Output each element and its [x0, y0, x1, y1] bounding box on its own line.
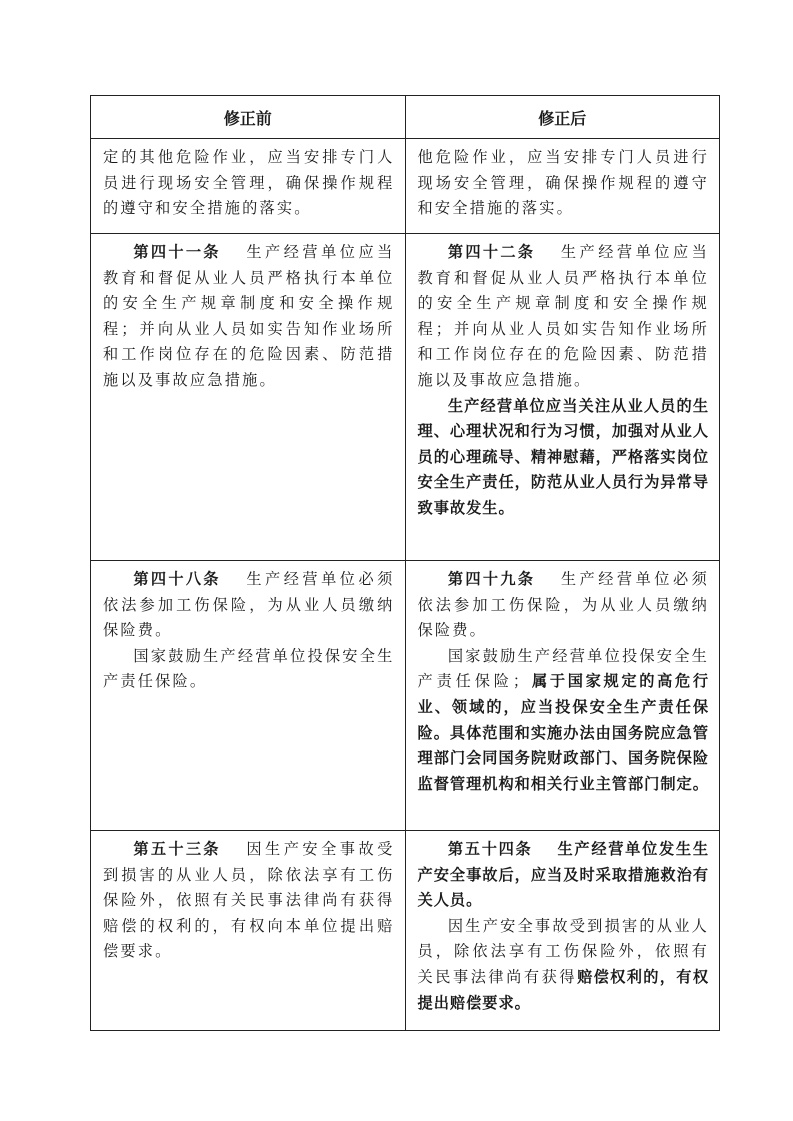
- paragraph: [103, 644, 395, 695]
- paragraph: [418, 644, 710, 798]
- paragraph-text: 生产经营单位应当教育和督促从业人员严格执行本单位的安全生产规章制度和安全操作规程；并向从业人员如实告知作业场所和工作岗位存在的危险因素、防范措施以及事故应急措施。: [417, 243, 710, 389]
- paragraph: [103, 145, 395, 222]
- paragraph: [103, 240, 395, 394]
- after-cell: [405, 139, 720, 234]
- before-cell: [91, 561, 406, 831]
- paragraph-text: 他危险作业，应当安排专门人员进行现场安全管理，确保操作规程的遵守和安全措施的落实。: [417, 148, 709, 218]
- amended-text: 赔偿权利的，有权提出赔偿要求。: [417, 967, 709, 1012]
- paragraph-text: 因生产安全事故受到损害的从业人员，除依法享有工伤保险外，依照有关民事法律尚有获得: [417, 916, 709, 986]
- article-number: 第四十二条: [447, 243, 536, 261]
- article-number: 第五十三条: [133, 840, 221, 858]
- article-number: 第四十九条: [447, 570, 536, 588]
- amended-text: 生产经营单位发生生产安全事故后，应当及时采取措施救治有关人员。: [417, 840, 710, 910]
- before-cell: [91, 831, 406, 1031]
- header-before: 修正前: [91, 96, 406, 139]
- paragraph-text: 生产经营单位应当教育和督促从业人员严格执行本单位的安全生产规章制度和安全操作规程；并向从业人员如实告知作业场所和工作岗位存在的危险因素、防范措施以及事故应急措施。: [103, 243, 395, 389]
- table-row: [91, 561, 720, 831]
- article-number: 第四十八条: [133, 570, 221, 588]
- table-row: [91, 831, 720, 1031]
- after-cell: [405, 234, 720, 561]
- paragraph-text: 生产经营单位必须依法参加工伤保险，为从业人员缴纳保险费。: [417, 570, 710, 640]
- paragraph-text: 国家鼓励生产经营单位投保安全生产责任保险；: [417, 646, 709, 691]
- paragraph-text: 国家鼓励生产经营单位投保安全生产责任保险。: [103, 646, 395, 691]
- paragraph: [103, 837, 395, 965]
- paragraph: [418, 145, 710, 222]
- paragraph: [418, 914, 710, 1016]
- after-cell: [405, 561, 720, 831]
- before-cell: [91, 234, 406, 561]
- paragraph: [418, 240, 710, 394]
- table-row: [91, 234, 720, 561]
- amended-text: 属于国家规定的高危行业、领域的，应当投保安全生产责任保险。具体范围和实施办法由国务院应急管理部门会同国务院财政部门、国务院保险监督管理机构和相关行业主管部门制定。: [417, 672, 710, 793]
- paragraph: [103, 567, 395, 644]
- paragraph-text: 因生产安全事故受到损害的从业人员，除依法享有工伤保险外，依照有关民事法律尚有获得赔偿的权利的，有权向本单位提出赔偿要求。: [103, 840, 395, 961]
- after-cell: [405, 831, 720, 1031]
- article-number: 第五十四条: [447, 840, 533, 858]
- paragraph: [418, 567, 710, 644]
- amended-text: 生产经营单位应当关注从业人员的生理、心理状况和行为习惯，加强对从业人员的心理疏导、精神慰藉，严格落实岗位安全生产责任，防范从业人员行为异常导致事故发生。: [417, 396, 709, 517]
- header-after: 修正后: [405, 96, 720, 139]
- paragraph: [418, 394, 710, 522]
- table-row: [91, 139, 720, 234]
- article-number: 第四十一条: [133, 243, 221, 261]
- comparison-table: [90, 95, 720, 1031]
- before-cell: [91, 139, 406, 234]
- header-row: [91, 96, 720, 139]
- paragraph: [418, 837, 710, 914]
- paragraph-text: 定的其他危险作业，应当安排专门人员进行现场安全管理，确保操作规程的遵守和安全措施的落实。: [103, 148, 395, 218]
- paragraph-text: 生产经营单位必须依法参加工伤保险，为从业人员缴纳保险费。: [103, 570, 395, 640]
